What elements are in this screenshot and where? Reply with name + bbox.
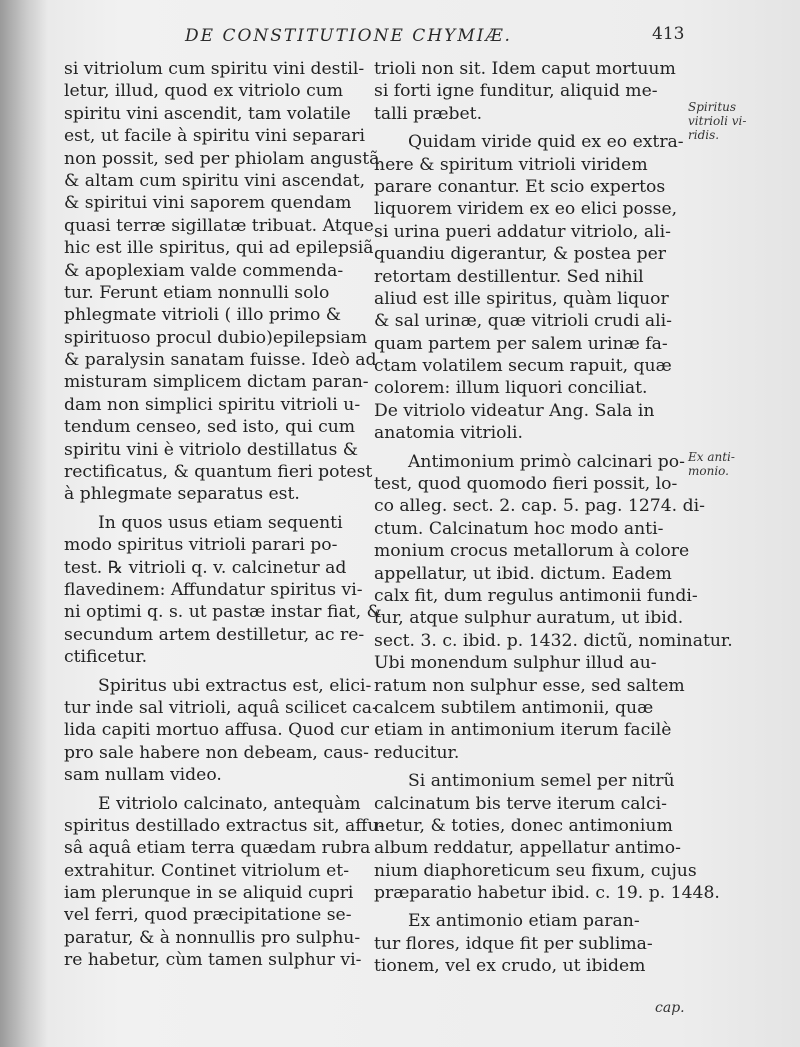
text-line: rectificatus, & quantum fieri potest: [64, 462, 373, 483]
left-text-column: [64, 58, 385, 972]
margin-note-line: monio.: [688, 464, 729, 478]
text-line: dam non simplici spiritu vitrioli u-: [64, 394, 361, 415]
page-number: 413: [652, 24, 685, 44]
text-line: appellatur, ut ibid. dictum. Eadem: [374, 563, 672, 584]
text-line: monium crocus metallorum à colore: [374, 541, 690, 562]
text-line: præparatio habetur ibid. c. 19. p. 1448.: [374, 883, 720, 904]
text-line: reducitur.: [374, 742, 460, 763]
text-line: & paralysin sanatam fuisse. Ideò ad: [64, 350, 377, 371]
running-header: DE CONSTITUTIONE CHYMIÆ.: [185, 26, 512, 46]
text-line: non possit, sed per phiolam angustã: [64, 148, 380, 169]
text-line: calcem subtilem antimonii, quæ: [374, 697, 654, 718]
text-line: hic est ille spiritus, qui ad epilepsiã: [64, 238, 374, 259]
text-line: tur. Ferunt etiam nonnulli solo: [64, 282, 330, 303]
text-line: ni optimi q. s. ut pastæ instar fiat, &: [64, 602, 382, 623]
text-line: calcinatum bis terve iterum calci-: [374, 793, 667, 814]
margin-note-spiritus: [688, 100, 746, 142]
text-line: quasi terræ sigillatæ tribuat. Atque: [64, 215, 374, 236]
text-line: est, ut facile à spiritu vini separari: [64, 126, 365, 147]
text-line: extrahitur. Continet vitriolum et-: [64, 860, 350, 881]
text-line: tionem, vel ex crudo, ut ibidem: [374, 956, 646, 977]
text-line: pro sale habere non debeam, caus-: [64, 742, 369, 763]
text-line: vel ferri, quod præcipitatione se-: [64, 905, 352, 926]
text-line: co alleg. sect. 2. cap. 5. pag. 1274. di-: [374, 496, 705, 517]
margin-note-line: Ex anti-: [688, 450, 735, 464]
catchword: cap.: [655, 1000, 685, 1016]
text-line: & apoplexiam valde commenda-: [64, 260, 344, 281]
text-line: album reddatur, appellatur antimo-: [374, 838, 681, 859]
text-line: tur, atque sulphur auratum, ut ibid.: [374, 608, 684, 629]
text-line: lida capiti mortuo affusa. Quod cur: [64, 720, 370, 741]
text-line: quandiu digerantur, & postea per: [374, 244, 666, 265]
text-line: flavedinem: Affundatur spiritus vi-: [64, 579, 363, 600]
text-line: si forti igne funditur, aliquid me-: [374, 81, 658, 102]
text-line: spirituoso procul dubio)epilepsiam: [64, 327, 368, 348]
text-line: sâ aquâ etiam terra quædam rubra: [64, 838, 371, 859]
text-line: modo spiritus vitrioli parari po-: [64, 535, 338, 556]
text-line: netur, & toties, donec antimonium: [374, 815, 673, 836]
text-line: test, quod quomodo fieri possit, lo-: [374, 474, 678, 495]
text-line: colorem: illum liquori conciliat.: [374, 378, 648, 399]
text-line: anatomia vitrioli.: [374, 423, 523, 444]
text-line: Ex antimonio etiam paran-: [408, 911, 640, 932]
text-line: Ubi monendum sulphur illud au-: [374, 653, 657, 674]
text-line: Spiritus ubi extractus est, elici-: [98, 675, 372, 696]
text-line: aliud est ille spiritus, quàm liquor: [374, 288, 669, 309]
text-line: ctam volatilem secum rapuit, quæ: [374, 356, 672, 377]
text-line: calx fit, dum regulus antimonii fundi-: [374, 585, 698, 606]
text-line: iam plerunque in se aliquid cupri: [64, 883, 354, 904]
margin-note-line: Spiritus: [688, 100, 737, 114]
text-line: here & spiritum vitrioli viridem: [374, 154, 648, 175]
margin-note-antimonio: [688, 450, 735, 478]
text-line: trioli non sit. Idem caput mortuum: [374, 59, 676, 79]
text-line: ctificetur.: [64, 647, 148, 668]
text-line: E vitriolo calcinato, antequàm: [98, 793, 361, 814]
margin-note-line: ridis.: [688, 128, 720, 142]
text-line: parare conantur. Et scio expertos: [374, 176, 666, 197]
text-line: tur inde sal vitrioli, aquâ scilicet ca-: [64, 697, 378, 718]
text-line: sect. 3. c. ibid. p. 1432. dictũ, nominatur.: [374, 630, 733, 651]
text-line: à phlegmate separatus est.: [64, 484, 300, 505]
text-line: spiritu vini ascendit, tam volatile: [64, 103, 351, 124]
text-line: retortam destillentur. Sed nihil: [374, 266, 644, 287]
text-line: tendum censeo, sed isto, qui cum: [64, 417, 356, 438]
text-line: spiritu vini è vitriolo destillatus &: [64, 439, 359, 460]
text-line: secundum artem destilletur, ac re-: [64, 624, 365, 645]
text-line: tur flores, idque fit per sublima-: [374, 933, 653, 954]
text-line: etiam in antimonium iterum facilè: [374, 720, 672, 741]
margin-note-line: vitrioli vi-: [688, 114, 747, 128]
text-line: si urina pueri addatur vitriolo, ali-: [374, 221, 671, 242]
text-line: & altam cum spiritu vini ascendat,: [64, 170, 366, 191]
text-line: & spiritui vini saporem quendam: [64, 193, 352, 214]
text-line: misturam simplicem dictam paran-: [64, 372, 369, 393]
text-line: nium diaphoreticum seu fixum, cujus: [374, 860, 697, 881]
text-line: sam nullam video.: [64, 765, 222, 786]
text-line: spiritus destillado extractus sit, affu-: [64, 815, 385, 836]
text-line: Quidam viride quid ex eo extra-: [408, 132, 684, 153]
text-line: Si antimonium semel per nitrũ: [408, 771, 675, 792]
text-line: De vitriolo videatur Ang. Sala in: [374, 400, 655, 421]
text-line: quam partem per salem urinæ fa-: [374, 333, 668, 354]
text-line: re habetur, cùm tamen sulphur vi-: [64, 950, 362, 971]
text-line: si vitriolum cum spiritu vini destil-: [64, 59, 365, 79]
text-line: ctum. Calcinatum hoc modo anti-: [374, 518, 664, 539]
text-line: liquorem viridem ex eo elici posse,: [374, 199, 678, 220]
text-line: Antimonium primò calcinari po-: [408, 451, 685, 472]
text-line: ratum non sulphur esse, sed saltem: [374, 675, 685, 696]
text-line: paratur, & à nonnullis pro sulphu-: [64, 927, 361, 948]
text-line: letur, illud, quod ex vitriolo cum: [64, 81, 344, 102]
text-line: phlegmate vitrioli ( illo primo &: [64, 305, 342, 326]
text-line: test. ℞ vitrioli q. v. calcinetur ad: [64, 557, 347, 578]
text-line: & sal urinæ, quæ vitrioli crudi ali-: [374, 311, 672, 332]
page-gutter-shadow: [0, 0, 48, 1047]
text-line: In quos usus etiam sequenti: [98, 512, 343, 533]
text-line: talli præbet.: [374, 103, 483, 124]
